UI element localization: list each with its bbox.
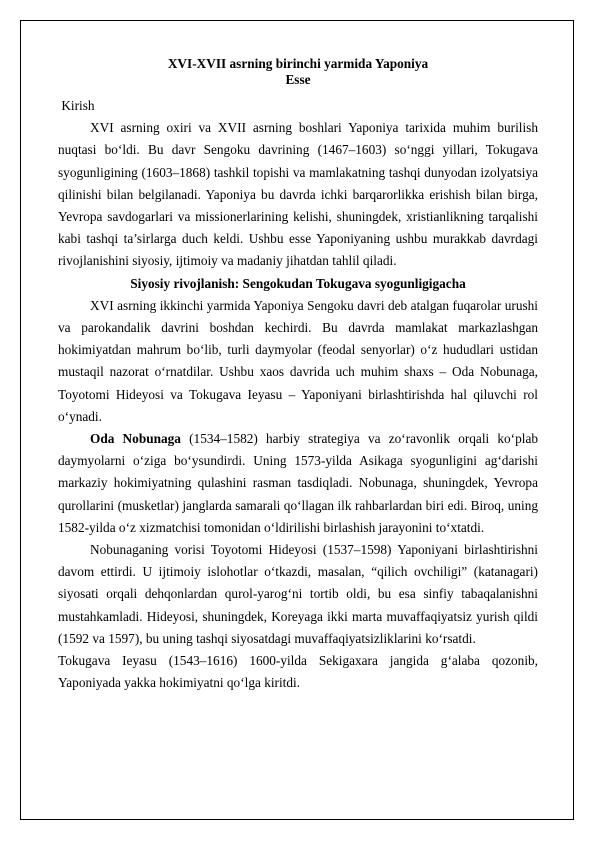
paragraph-nobunaga — [58, 428, 538, 539]
document-title: XVI-XVII asrning birinchi yarmida Yaponiya — [167, 56, 429, 71]
paragraph-ieyasu: Tokugava Ieyasu (1543–1616) 1600-yilda Sekigaxara jangida g‘alaba qozonib, Yaponiyada yakka hokimiyatni qo‘lga kiritdi. — [58, 653, 538, 691]
nobunaga-name: Oda Nobunaga — [90, 431, 181, 447]
nobunaga-text: (1534–1582) harbiy strategiya va zo‘ravonlik orqali ko‘plab daymyolarni o‘ziga bo‘ysundirdi. Uning 1573-yilda Asikaga syogunligini ag‘darishi markaziy hokimiyatning qulashini rasman tasdiqladi. Nobunaga, shuningdek, Yevropa qurollarini (musketlar) janglarda samarali qo‘llagan ilk rahbarlardan biri edi. Biroq, uning 1582-yilda o‘z xizmatchisi tomonidan o‘ldirilishi birlashish jarayonini to‘xtatdi. — [58, 431, 539, 535]
paragraph-sengoku: XVI asrning ikkinchi yarmida Yaponiya Sengoku davri deb atalgan fuqarolar urushi va parokandalik davrini boshdan kechirdi. Bu davrda mamlakat markazlashgan hokimiyatdan mahrum bo‘lib, turli daymyolar (feodal senyorlar) o‘z hududlari ustidan mustaqil nazorat o‘rnatdilar. Ushbu xaos davrida uch muhim shaxs – Oda Nobunaga, Toyotomi Hideyosi va Tokugava Ieyasu – Yaponiyani birlashtirishda hal qiluvchi rol o‘ynadi. — [58, 297, 538, 424]
paragraph-intro: XVI asrning oxiri va XVII asrning boshlari Yaponiya tarixida muhim burilish nuqtasi bo‘ldi. Bu davr Sengoku davrining (1467–1603) so‘nggi yillari, Tokugava syogunligining (1603–1868) tashkil topishi va mamlakatning tashqi dunyodan izolyatsiya qilinishi bilan belgilanadi. Yaponiya bu davrda ichki barqarorlikka erishish bilan birga, Yevropa savdogarlari va missionerlarining kelishi, shuningdek, xristianlikning tarqalishi kabi tashqi ta’sirlarga duch keldi. Ushbu esse Yaponiyaning ushbu murakkab davrdagi rivojlanishini siyosiy, ijtimoiy va madaniy jihatdan tahlil qiladi. — [58, 120, 538, 269]
paragraph-hideyoshi: Nobunaganing vorisi Toyotomi Hideyosi (1537–1598) Yaponiyani birlashtirishni davom ettirdi. U ijtimoiy islohotlar o‘tkazdi, masalan, “qilich ovchiligi” (katanagari) siyosati orqali dehqonlardan qurol-yarog‘ni tortib oldi, bu esa sinfiy tabaqalanishni mustahkamladi. Hideyosi, shuningdek, Koreyaga ikki marta muvaffaqiyatsiz yurish qildi (1592 va 1597), bu uning tashqi siyosatdagi muvaffaqiyatsizliklarini ko‘rsatdi. — [58, 542, 538, 646]
document-body — [58, 56, 538, 694]
intro-label: Kirish — [58, 98, 95, 113]
section-heading: Siyosiy rivojlanish: Sengokudan Tokugava syogunligigacha — [130, 275, 466, 291]
document-subtitle: Esse — [285, 72, 311, 87]
